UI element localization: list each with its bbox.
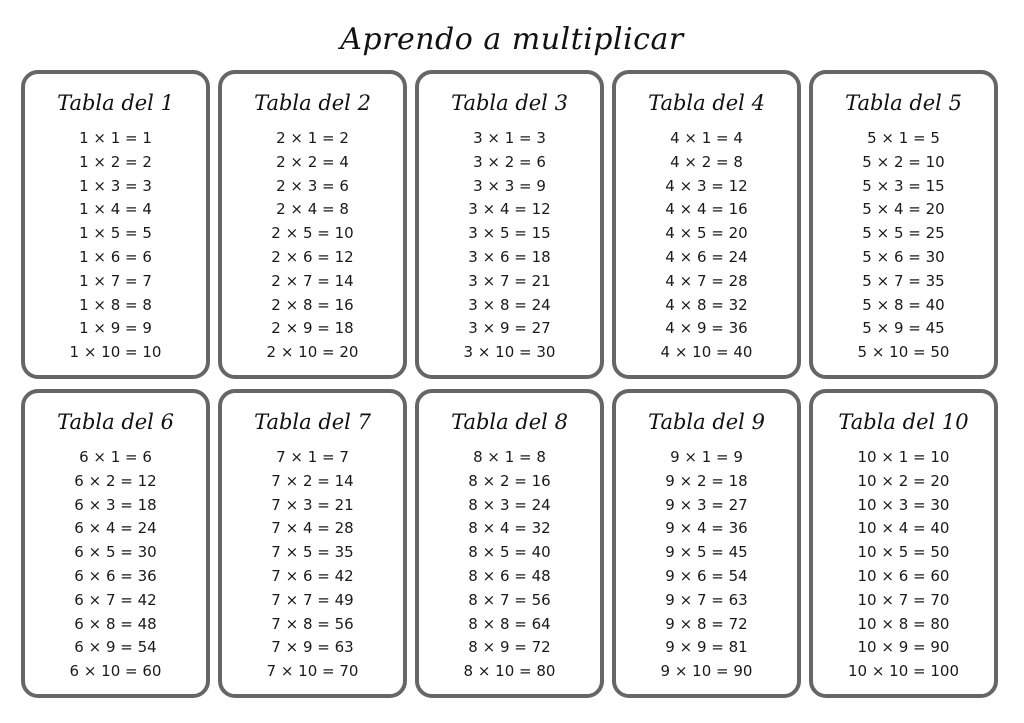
row: 10 × 8 = 80: [857, 614, 950, 633]
row: 2 × 3 = 6: [276, 176, 349, 195]
row: 6 × 6 = 36: [74, 566, 157, 585]
row: 3 × 5 = 15: [468, 224, 551, 243]
row: 6 × 3 = 18: [74, 495, 157, 514]
card-title: Tabla del 2: [254, 91, 371, 115]
row: 7 × 1 = 7: [276, 448, 349, 466]
row: 9 × 8 = 72: [665, 614, 748, 633]
table-card-10: [809, 389, 998, 698]
table-card-4: [612, 70, 801, 379]
row: 8 × 4 = 32: [468, 519, 551, 538]
row: 9 × 9 = 81: [665, 638, 748, 657]
row: 5 × 5 = 25: [862, 224, 945, 243]
row: 5 × 8 = 40: [862, 295, 945, 314]
row: 8 × 1 = 8: [473, 448, 546, 466]
table-card-7: [218, 389, 407, 698]
row: 3 × 6 = 18: [468, 247, 551, 266]
card-title: Tabla del 1: [57, 91, 174, 115]
row: 8 × 10 = 80: [463, 662, 556, 681]
row: 5 × 1 = 5: [867, 129, 940, 147]
row: 7 × 2 = 14: [271, 471, 354, 490]
row: 7 × 8 = 56: [271, 614, 354, 633]
row: 5 × 4 = 20: [862, 200, 945, 219]
card-title: Tabla del 8: [451, 410, 568, 434]
rows-list: [267, 446, 359, 684]
row: 7 × 6 = 42: [271, 566, 354, 585]
row: 9 × 7 = 63: [665, 590, 748, 609]
row: 3 × 9 = 27: [468, 319, 551, 338]
row: 3 × 8 = 24: [468, 295, 551, 314]
row: 2 × 10 = 20: [266, 343, 359, 362]
rows-list: [661, 127, 753, 365]
table-card-1: [21, 70, 210, 379]
row: 3 × 1 = 3: [473, 129, 546, 147]
rows-list: [848, 446, 959, 684]
row: 2 × 5 = 10: [271, 224, 354, 243]
row: 10 × 4 = 40: [857, 519, 950, 538]
table-card-8: [415, 389, 604, 698]
row: 4 × 1 = 4: [670, 129, 743, 147]
row: 8 × 6 = 48: [468, 566, 551, 585]
row: 5 × 2 = 10: [862, 152, 945, 171]
table-card-6: [21, 389, 210, 698]
row: 8 × 7 = 56: [468, 590, 551, 609]
row: 8 × 2 = 16: [468, 471, 551, 490]
row: 6 × 9 = 54: [74, 638, 157, 657]
row: 4 × 6 = 24: [665, 247, 748, 266]
row: 8 × 8 = 64: [468, 614, 551, 633]
row: 5 × 7 = 35: [862, 271, 945, 290]
row: 10 × 6 = 60: [857, 566, 950, 585]
row: 10 × 10 = 100: [847, 662, 959, 681]
row: 10 × 1 = 10: [857, 448, 950, 466]
row: 1 × 7 = 7: [79, 271, 152, 290]
rows-list: [661, 446, 753, 684]
row: 2 × 4 = 8: [276, 200, 349, 219]
table-card-5: [809, 70, 998, 379]
row: 1 × 8 = 8: [79, 295, 152, 314]
row: 1 × 3 = 3: [79, 176, 152, 195]
row: 8 × 3 = 24: [468, 495, 551, 514]
row: 10 × 7 = 70: [857, 590, 950, 609]
row: 2 × 1 = 2: [276, 129, 349, 147]
table-card-9: [612, 389, 801, 698]
row: 2 × 6 = 12: [271, 247, 354, 266]
row: 10 × 9 = 90: [857, 638, 950, 657]
row: 4 × 7 = 28: [665, 271, 748, 290]
rows-list: [464, 446, 556, 684]
row: 1 × 9 = 9: [79, 319, 152, 338]
row: 1 × 4 = 4: [79, 200, 152, 219]
row: 3 × 10 = 30: [463, 343, 556, 362]
row: 7 × 7 = 49: [271, 590, 354, 609]
row: 9 × 2 = 18: [665, 471, 748, 490]
row: 4 × 5 = 20: [665, 224, 748, 243]
row: 6 × 7 = 42: [74, 590, 157, 609]
rows-list: [464, 127, 556, 365]
row: 8 × 5 = 40: [468, 543, 551, 562]
row: 8 × 9 = 72: [468, 638, 551, 657]
row: 4 × 9 = 36: [665, 319, 748, 338]
row: 7 × 9 = 63: [271, 638, 354, 657]
table-card-3: [415, 70, 604, 379]
rows-list: [70, 446, 162, 684]
card-title: Tabla del 4: [648, 91, 765, 115]
row: 1 × 5 = 5: [79, 224, 152, 243]
card-title: Tabla del 5: [845, 91, 962, 115]
row: 4 × 4 = 16: [665, 200, 748, 219]
row: 6 × 2 = 12: [74, 471, 157, 490]
row: 9 × 10 = 90: [660, 662, 753, 681]
row: 9 × 1 = 9: [670, 448, 743, 466]
row: 5 × 10 = 50: [857, 343, 950, 362]
row: 2 × 7 = 14: [271, 271, 354, 290]
row: 2 × 8 = 16: [271, 295, 354, 314]
card-title: Tabla del 6: [57, 410, 174, 434]
row: 1 × 10 = 10: [69, 343, 162, 362]
row: 5 × 6 = 30: [862, 247, 945, 266]
row: 4 × 3 = 12: [665, 176, 748, 195]
row: 3 × 4 = 12: [468, 200, 551, 219]
rows-list: [858, 127, 950, 365]
row: 2 × 2 = 4: [276, 152, 349, 171]
card-title: Tabla del 10: [838, 410, 969, 434]
row: 10 × 2 = 20: [857, 471, 950, 490]
row: 6 × 8 = 48: [74, 614, 157, 633]
row: 10 × 3 = 30: [857, 495, 950, 514]
row: 3 × 3 = 9: [473, 176, 546, 195]
row: 6 × 5 = 30: [74, 543, 157, 562]
row: 7 × 4 = 28: [271, 519, 354, 538]
card-title: Tabla del 3: [451, 91, 568, 115]
row: 9 × 3 = 27: [665, 495, 748, 514]
rows-list: [70, 127, 162, 365]
row: 3 × 2 = 6: [473, 152, 546, 171]
row: 6 × 10 = 60: [69, 662, 162, 681]
card-title: Tabla del 7: [254, 410, 371, 434]
row: 5 × 3 = 15: [862, 176, 945, 195]
row: 9 × 4 = 36: [665, 519, 748, 538]
rows-list: [267, 127, 359, 365]
row: 1 × 6 = 6: [79, 247, 152, 266]
row: 4 × 10 = 40: [660, 343, 753, 362]
row: 7 × 10 = 70: [266, 662, 359, 681]
row: 9 × 5 = 45: [665, 543, 748, 562]
row: 7 × 5 = 35: [271, 543, 354, 562]
row: 7 × 3 = 21: [271, 495, 354, 514]
row: 1 × 1 = 1: [79, 129, 152, 147]
row: 2 × 9 = 18: [271, 319, 354, 338]
card-title: Tabla del 9: [648, 410, 765, 434]
row: 1 × 2 = 2: [79, 152, 152, 171]
row: 5 × 9 = 45: [862, 319, 945, 338]
row: 4 × 2 = 8: [670, 152, 743, 171]
row: 3 × 7 = 21: [468, 271, 551, 290]
table-card-2: [218, 70, 407, 379]
row: 10 × 5 = 50: [857, 543, 950, 562]
row: 6 × 1 = 6: [79, 448, 152, 466]
page-title: Aprendo a multiplicar: [340, 22, 684, 57]
row: 9 × 6 = 54: [665, 566, 748, 585]
row: 6 × 4 = 24: [74, 519, 157, 538]
row: 4 × 8 = 32: [665, 295, 748, 314]
tables-grid: [21, 70, 998, 698]
